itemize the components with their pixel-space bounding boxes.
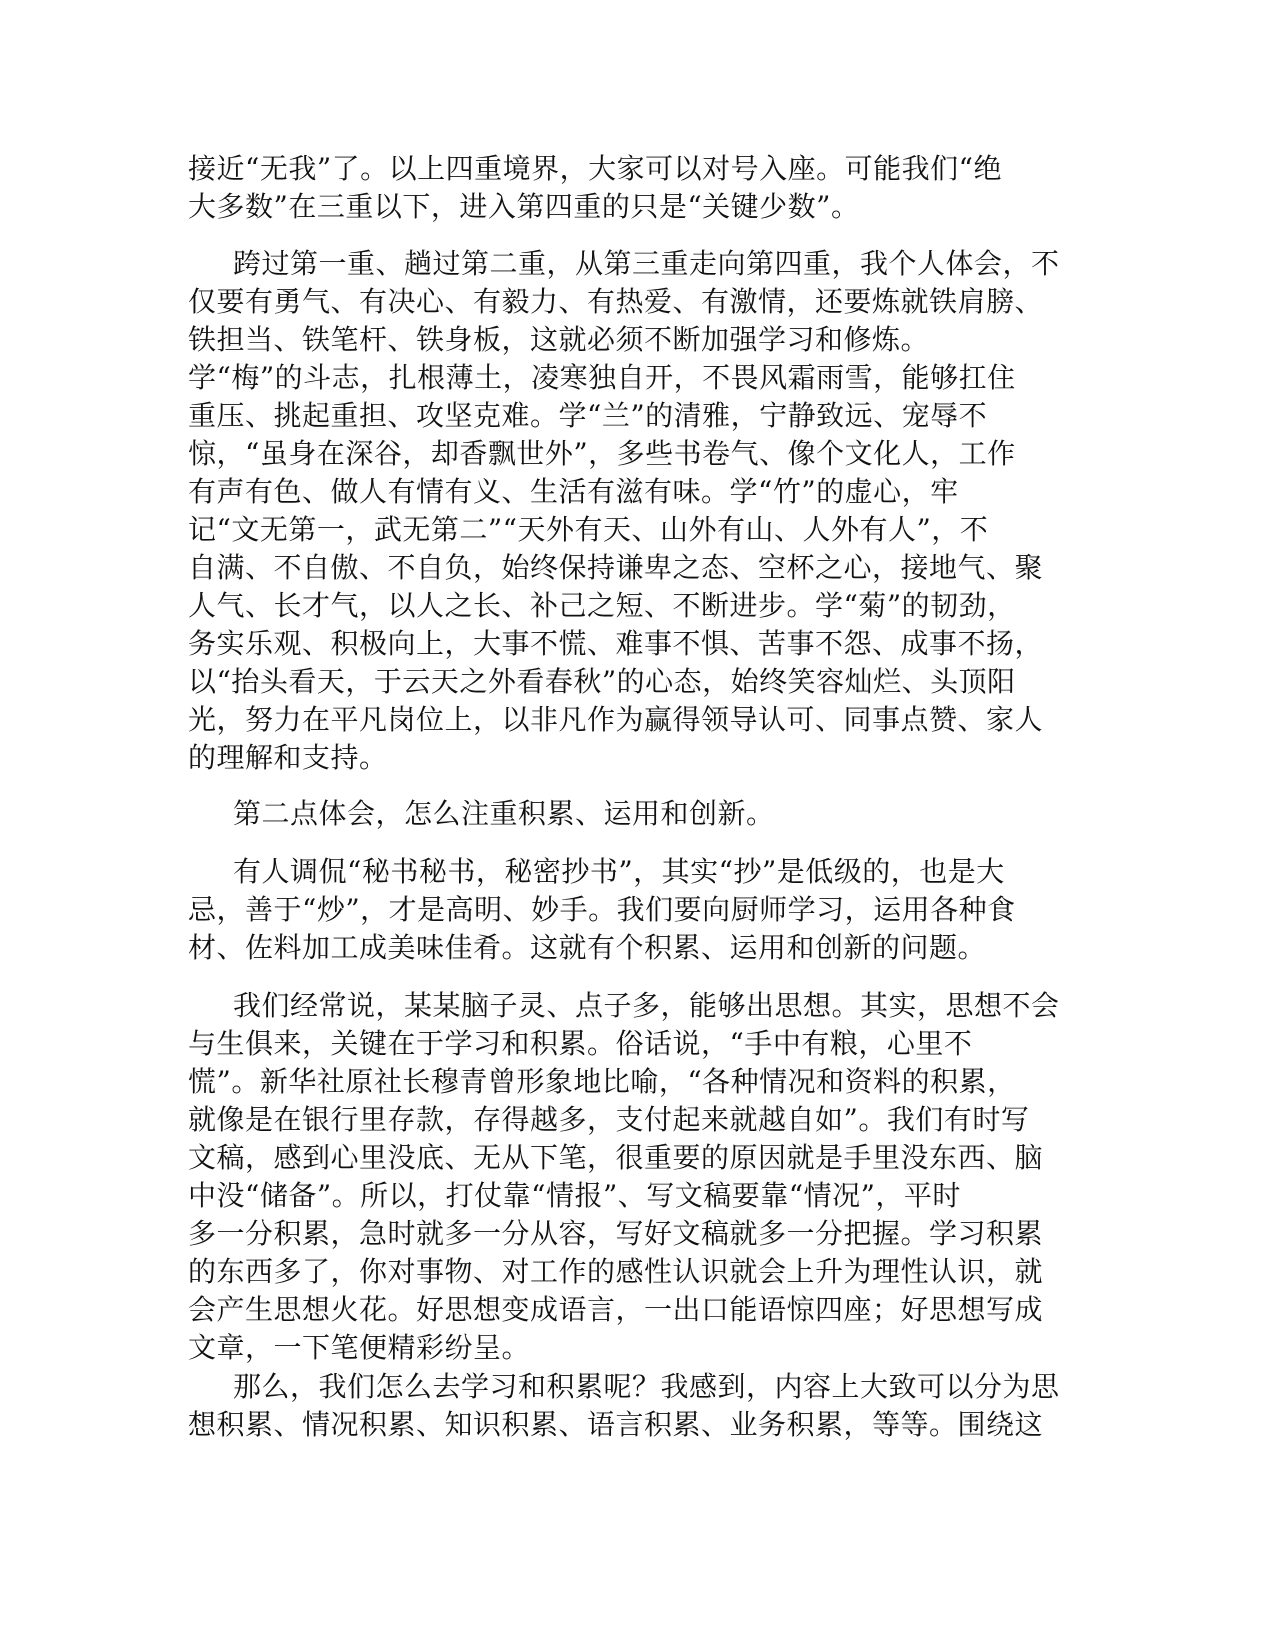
paragraph-line: 多一分积累，急时就多一分从容，写好文稿就多一分把握。学习积累	[188, 1217, 1044, 1250]
paragraph-line: 第二点体会，怎么注重积累、运用和创新。	[233, 797, 775, 830]
paragraph-line: 就像是在银行里存款，存得越多，支付起来就越自如”。我们有时写	[188, 1103, 1030, 1136]
paragraph-line: 以“抬头看天，于云天之外看春秋”的心态，始终笑容灿烂、头顶阳	[188, 665, 1016, 698]
paragraph-line: 中没“储备”。所以，打仗靠“情报”、写文稿要靠“情况”，平时	[188, 1179, 961, 1212]
paragraph-4	[188, 853, 1088, 967]
paragraph-5	[188, 987, 1088, 1367]
paragraph-line: 记“文无第一，武无第二”“天外有天、山外有山、人外有人”，不	[188, 513, 989, 546]
paragraph-line: 与生俱来，关键在于学习和积累。俗话说，“手中有粮，心里不	[188, 1027, 973, 1060]
paragraph-1	[188, 150, 1088, 226]
paragraph-line: 材、佐料加工成美味佳肴。这就有个积累、运用和创新的问题。	[188, 931, 987, 964]
paragraph-line: 文稿，感到心里没底、无从下笔，很重要的原因就是手里没东西、脑	[188, 1141, 1044, 1174]
paragraph-line: 我们经常说，某某脑子灵、点子多，能够出思想。其实，思想不会	[233, 989, 1060, 1022]
paragraph-line: 重压、挑起重担、攻坚克难。学“兰”的清雅，宁静致远、宠辱不	[188, 399, 988, 432]
paragraph-line: 自满、不自傲、不自负，始终保持谦卑之态、空杯之心，接地气、聚	[188, 551, 1044, 584]
paragraph-line: 有声有色、做人有情有义、生活有滋有味。学“竹”的虚心，牢	[188, 475, 959, 508]
paragraph-line: 学“梅”的斗志，扎根薄土，凌寒独自开，不畏风霜雨雪，能够扛住	[188, 361, 1016, 394]
paragraph-line: 接近“无我”了。以上四重境界，大家可以对号入座。可能我们“绝	[188, 152, 1002, 185]
paragraph-line: 的理解和支持。	[188, 741, 388, 774]
paragraph-line: 忌，善于“炒”，才是高明、妙手。我们要向厨师学习，运用各种食	[188, 893, 1016, 926]
paragraph-line: 光，努力在平凡岗位上，以非凡作为赢得领导认可、同事点赞、家人	[188, 703, 1044, 736]
paragraph-line: 铁担当、铁笔杆、铁身板，这就必须不断加强学习和修炼。	[188, 323, 930, 356]
paragraph-line: 惊，“虽身在深谷，却香飘世外”，多些书卷气、像个文化人，工作	[188, 437, 1016, 470]
paragraph-line: 人气、长才气，以人之长、补己之短、不断进步。学“菊”的韧劲，	[188, 589, 1016, 622]
paragraph-6	[188, 1368, 1088, 1444]
paragraph-line: 务实乐观、积极向上，大事不慌、难事不惧、苦事不怨、成事不扬，	[188, 627, 1044, 660]
paragraph-line: 文章，一下笔便精彩纷呈。	[188, 1331, 531, 1364]
paragraph-line: 有人调侃“秘书秘书，秘密抄书”，其实“抄”是低级的，也是大	[233, 855, 1005, 888]
paragraph-line: 那么，我们怎么去学习和积累呢？我感到，内容上大致可以分为思	[233, 1370, 1060, 1403]
paragraph-line: 跨过第一重、趟过第二重，从第三重走向第四重，我个人体会，不	[233, 247, 1060, 280]
paragraph-line: 想积累、情况积累、知识积累、语言积累、业务积累，等等。围绕这	[188, 1408, 1044, 1441]
paragraph-line: 慌”。新华社原社长穆青曾形象地比喻，“各种情况和资料的积累，	[188, 1065, 1016, 1098]
paragraph-2	[188, 245, 1088, 777]
paragraph-3	[188, 795, 1088, 833]
paragraph-line: 会产生思想火花。好思想变成语言，一出口能语惊四座；好思想写成	[188, 1293, 1044, 1326]
paragraph-line: 的东西多了，你对事物、对工作的感性认识就会上升为理性认识，就	[188, 1255, 1044, 1288]
paragraph-line: 仅要有勇气、有决心、有毅力、有热爱、有激情，还要炼就铁肩膀、	[188, 285, 1044, 318]
paragraph-line: 大多数”在三重以下，进入第四重的只是“关键少数”。	[188, 190, 860, 223]
